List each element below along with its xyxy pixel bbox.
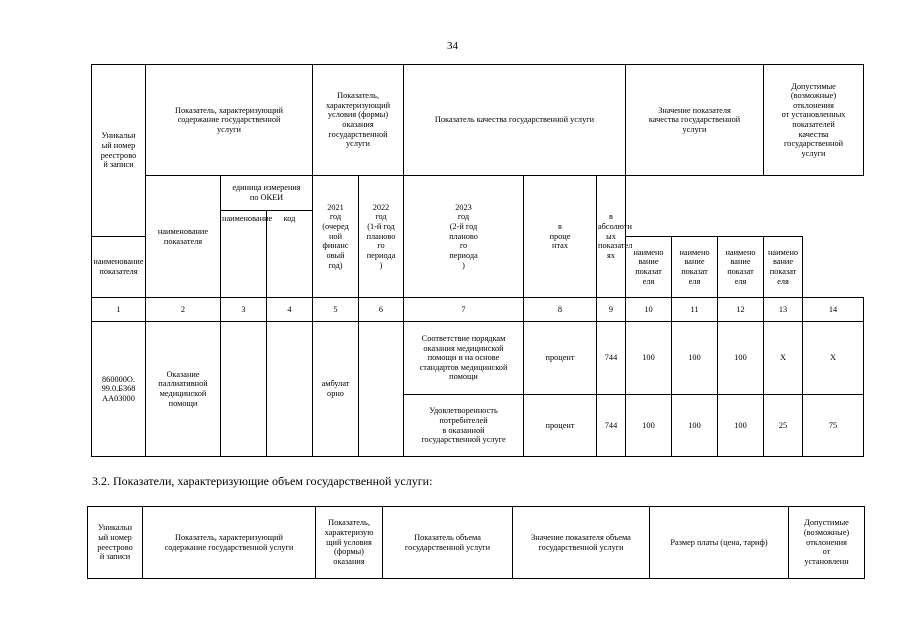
column-number: 7 [404, 298, 524, 322]
column-number-row [92, 298, 864, 322]
quality-indicators-table [91, 64, 864, 457]
deviation-percent: 25 [764, 395, 803, 457]
record-condition: амбулат орно [313, 322, 359, 457]
record-service: Оказание паллиативной медицинской помощи [146, 322, 221, 457]
header-in-absolute: в абсолюти ых показател ях [597, 176, 626, 298]
header-okei-unit: единица измерения по ОКЕИ [221, 176, 313, 211]
value-2023: 100 [718, 322, 764, 395]
record-empty-col3 [221, 322, 267, 457]
header-unique-number: Уникальн ый номер реестрово й записи [92, 65, 146, 237]
column-number: 12 [718, 298, 764, 322]
volume-indicators-table [87, 506, 865, 579]
header-year-2022: 2022 год (1-й год планово го периода ) [359, 176, 404, 298]
column-number: 9 [597, 298, 626, 322]
record-unique-number: 860000О. 99.0.БЗ68 АА03000 [92, 322, 146, 457]
column-number: 5 [313, 298, 359, 322]
unit-code: 744 [597, 322, 626, 395]
header-in-percent: в проце нтах [524, 176, 597, 298]
t2-header-content-indicator: Показатель, характеризующий содержание государственной услуги [143, 507, 316, 579]
column-number: 4 [267, 298, 313, 322]
column-number: 1 [92, 298, 146, 322]
header-indicator-name-col3: наимено вание показат еля [626, 237, 672, 298]
column-number: 14 [803, 298, 864, 322]
column-number: 13 [764, 298, 803, 322]
column-number: 11 [672, 298, 718, 322]
column-number: 2 [146, 298, 221, 322]
header-year-2021: 2021 год (очеред ной финанс овый год) [313, 176, 359, 298]
t2-header-volume-indicator: Показатель объема государственной услуги [383, 507, 513, 579]
deviation-percent: Х [764, 322, 803, 395]
header-indicator-name-col5: наимено вание показат еля [718, 237, 764, 298]
quality-indicator-name: Удовлетворенность потребителей в оказанной государственной услуге [404, 395, 524, 457]
value-2022: 100 [672, 395, 718, 457]
column-number: 6 [359, 298, 404, 322]
header-content-indicator: Показатель, характеризующий содержание государственной услуги [146, 65, 313, 176]
column-number: 8 [524, 298, 597, 322]
section-title: 3.2. Показатели, характеризующие объем государственной услуги: [92, 474, 433, 488]
t2-header-volume-value: Значение показателя объема государственной услуги [513, 507, 650, 579]
header-indicator-name: наименование показателя [146, 176, 221, 298]
header-okei-code: код [267, 211, 313, 298]
t2-header-deviations: Допустимые (возможные) отклонения от установленн [789, 507, 865, 579]
quality-indicator-name: Соответствие порядкам оказания медицинской помощи и на основе стандартов медицинской помощи [404, 322, 524, 395]
header-year-2023: 2023 год (2-й год планово го периода ) [404, 176, 524, 298]
header-okei-name: наименование [221, 211, 267, 298]
header-indicator-name-col4: наимено вание показат еля [672, 237, 718, 298]
value-2023: 100 [718, 395, 764, 457]
record-empty-col4 [267, 322, 313, 457]
header-conditions-indicator: Показатель, характеризующий условия (формы) оказания государственной услуги [313, 65, 404, 176]
unit-name: процент [524, 395, 597, 457]
t2-header-fee: Размер платы (цена, тариф) [650, 507, 789, 579]
header-deviations: Допустимые (возможные) отклонения от установленных показателей качества государственной услуги [764, 65, 864, 176]
deviation-absolute: 75 [803, 395, 864, 457]
value-2022: 100 [672, 322, 718, 395]
header-indicator-name-col6: наимено вание показат еля [764, 237, 803, 298]
column-number: 10 [626, 298, 672, 322]
value-2021: 100 [626, 322, 672, 395]
deviation-absolute: Х [803, 322, 864, 395]
t2-header-unique-number: Уникальн ый номер реестрово й записи [88, 507, 143, 579]
header-indicator-name-col2: наименование показателя [92, 237, 146, 298]
column-number: 3 [221, 298, 267, 322]
record-empty-col6 [359, 322, 404, 457]
unit-code: 744 [597, 395, 626, 457]
header-quality-value: Значение показателя качества государственной услуги [626, 65, 764, 176]
header-quality-indicator: Показатель качества государственной услуги [404, 65, 626, 176]
page-number: 34 [447, 40, 458, 52]
unit-name: процент [524, 322, 597, 395]
t2-header-conditions-indicator: Показатель, характеризую щий условия (формы) оказания [316, 507, 383, 579]
table-row [92, 322, 864, 395]
value-2021: 100 [626, 395, 672, 457]
